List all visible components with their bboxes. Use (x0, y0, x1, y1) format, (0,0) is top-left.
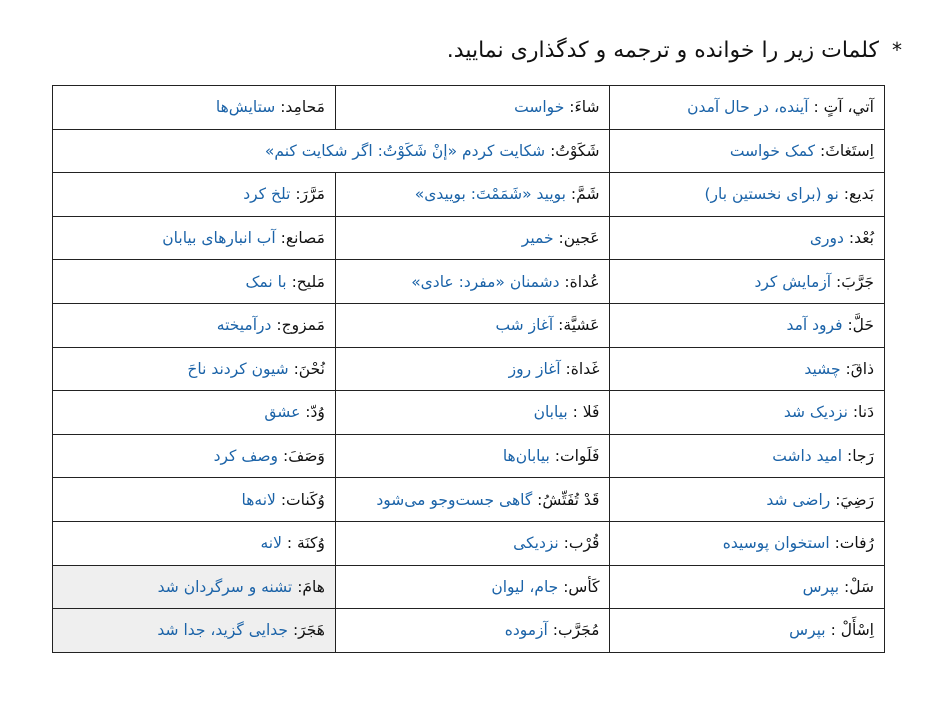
arabic-word: مَرَّرَ: (295, 185, 325, 204)
word-meaning: لانه (260, 534, 282, 553)
word-meaning: وصف کرد (213, 447, 279, 466)
word-meaning: بپرس (802, 577, 840, 596)
arabic-word: وَصَفَ: (282, 447, 325, 466)
word-meaning: چشید (804, 359, 841, 378)
arabic-word: قُرْب: (563, 534, 600, 553)
table-row (53, 303, 885, 347)
arabic-word: مُجَرَّب: (552, 621, 600, 640)
word-meaning: آینده، در حال آمدن (687, 98, 809, 117)
arabic-word: رَجا: (846, 447, 874, 466)
table-row (53, 173, 885, 217)
arabic-word: اِسْأَلْ : (830, 621, 874, 640)
vocab-cell (53, 303, 336, 347)
vocab-cell (610, 129, 885, 173)
word-meaning: نو (برای نخستین بار) (704, 185, 839, 204)
arabic-word: غَداة: (565, 359, 600, 378)
table-row (53, 216, 885, 260)
arabic-word: فَلَوات: (554, 447, 600, 466)
arabic-word: دَنا: (852, 403, 874, 422)
table-row (53, 86, 885, 130)
arabic-word: عَجین: (558, 229, 600, 248)
word-meaning: راضی شد (766, 490, 831, 509)
vocab-cell (335, 173, 610, 217)
arabic-word: رَضِيَ: (835, 490, 874, 509)
arabic-word: حَلَّ: (847, 316, 874, 335)
table-row (53, 260, 885, 304)
word-meaning: کمک خواست (729, 141, 816, 160)
vocab-cell (610, 173, 885, 217)
table-row (53, 434, 885, 478)
vocab-cell (335, 86, 610, 130)
table-row (53, 391, 885, 435)
vocab-cell (53, 173, 336, 217)
vocabulary-table-body (53, 86, 885, 653)
word-meaning: گاهی جست‌وجو می‌شود (376, 490, 533, 509)
vocab-cell (53, 434, 336, 478)
vocab-cell (335, 478, 610, 522)
arabic-word: فَلا : (572, 403, 600, 422)
vocab-cell (610, 347, 885, 391)
word-meaning: خواست (514, 98, 565, 117)
arabic-word: شَکَوْتُ: (550, 141, 600, 160)
table-row (53, 347, 885, 391)
table-row (53, 478, 885, 522)
arabic-word: ذاقَ: (845, 359, 874, 378)
arabic-word: مَصانع: (280, 229, 325, 248)
word-meaning: تلخ کرد (243, 185, 291, 204)
vocab-cell (610, 216, 885, 260)
vocab-cell (610, 478, 885, 522)
arabic-word: مَحامِد: (280, 98, 325, 117)
arabic-word: وُکنَة : (286, 534, 325, 553)
word-meaning: آب انبارهای بیابان (162, 229, 276, 248)
vocab-cell (610, 260, 885, 304)
arabic-word: سَلْ: (844, 577, 874, 596)
vocab-cell (610, 391, 885, 435)
arabic-word: جَرَّبَ: (836, 272, 874, 291)
arabic-word: هامَ: (297, 577, 325, 596)
arabic-word: رُفات: (834, 534, 874, 553)
vocab-cell (53, 609, 336, 653)
vocab-cell (335, 216, 610, 260)
word-meaning: آزموده (504, 621, 548, 640)
arabic-word: مَلیح: (291, 272, 325, 291)
arabic-word: وُدّ: (305, 403, 325, 422)
arabic-word: هَجَرَ: (292, 621, 325, 640)
word-meaning: دوری (809, 229, 844, 248)
arabic-word: عَشیَّة: (558, 316, 600, 335)
vocab-cell (53, 521, 336, 565)
arabic-word: اِستَغاثَ: (820, 141, 874, 160)
vocab-cell (53, 347, 336, 391)
arabic-word: کَأس: (563, 577, 600, 596)
word-meaning: شیون کردند ناحَ (187, 359, 289, 378)
arabic-word: عُداة: (564, 272, 600, 291)
instruction-text: کلمات زیر را خوانده و ترجمه و کدگذاری نمایید. (446, 38, 879, 63)
word-meaning: شکایت کردم «إنْ شَکَوْتُ: اگر شکایت کنم» (264, 141, 546, 160)
vocab-cell (335, 260, 610, 304)
vocab-cell (53, 216, 336, 260)
word-meaning: آغاز روز (508, 359, 561, 378)
word-meaning: جام، لیوان (491, 577, 559, 596)
vocab-cell (335, 347, 610, 391)
vocabulary-table (52, 85, 885, 653)
arabic-word: شاءَ: (569, 98, 600, 117)
vocab-cell (335, 303, 610, 347)
vocab-cell (610, 565, 885, 609)
vocab-cell (335, 391, 610, 435)
vocab-cell (53, 129, 610, 173)
arabic-word: شَمَّ: (570, 185, 600, 204)
word-meaning: جدایی گزید، جدا شد (157, 621, 288, 640)
word-meaning: لانه‌ها (241, 490, 276, 509)
arabic-word: وُکَنات: (280, 490, 325, 509)
word-meaning: نزدیکی (513, 534, 559, 553)
vocab-cell (335, 609, 610, 653)
word-meaning: استخوان پوسیده (722, 534, 830, 553)
word-meaning: دشمنان «مفرد: عادی» (411, 272, 560, 291)
word-meaning: بیابان‌ها (502, 447, 550, 466)
vocab-cell (610, 521, 885, 565)
vocab-cell (53, 391, 336, 435)
table-row (53, 521, 885, 565)
word-meaning: تشنه و سرگردان شد (157, 577, 293, 596)
vocab-cell (335, 565, 610, 609)
word-meaning: بپرس (789, 621, 826, 640)
arabic-word: مَمزوج: (276, 316, 325, 335)
word-meaning: ستایش‌ها (215, 98, 276, 117)
word-meaning: درآمیخته (216, 316, 272, 335)
arabic-word: بَدیع: (843, 185, 874, 204)
vocab-cell (610, 86, 885, 130)
vocab-cell (610, 434, 885, 478)
vocab-cell (53, 478, 336, 522)
vocab-cell (53, 260, 336, 304)
asterisk-icon: * (892, 38, 902, 62)
table-row (53, 565, 885, 609)
vocab-cell (335, 521, 610, 565)
word-meaning: امید داشت (772, 447, 843, 466)
vocab-cell (610, 303, 885, 347)
vocab-cell (53, 565, 336, 609)
arabic-word: بُعْد: (848, 229, 874, 248)
table-row (53, 129, 885, 173)
word-meaning: بیابان (533, 403, 568, 422)
arabic-word: نُحْنَ: (293, 359, 325, 378)
vocab-cell (335, 434, 610, 478)
word-meaning: آغاز شب (495, 316, 554, 335)
word-meaning: فرود آمد (786, 316, 843, 335)
word-meaning: بویید «شَمَمْتَ: بوییدی» (414, 185, 566, 204)
arabic-word: آتي، آتٍ : (813, 98, 874, 117)
word-meaning: عشق (264, 403, 301, 422)
word-meaning: خمیر (521, 229, 554, 248)
word-meaning: با نمک (245, 272, 287, 291)
vocab-cell (53, 86, 336, 130)
word-meaning: آزمایش کرد (754, 272, 832, 291)
arabic-word: قَدْ تُفَتِّشُ: (537, 490, 600, 509)
vocab-cell (610, 609, 885, 653)
word-meaning: نزدیک شد (783, 403, 848, 422)
table-row (53, 609, 885, 653)
instruction-heading (32, 38, 902, 63)
